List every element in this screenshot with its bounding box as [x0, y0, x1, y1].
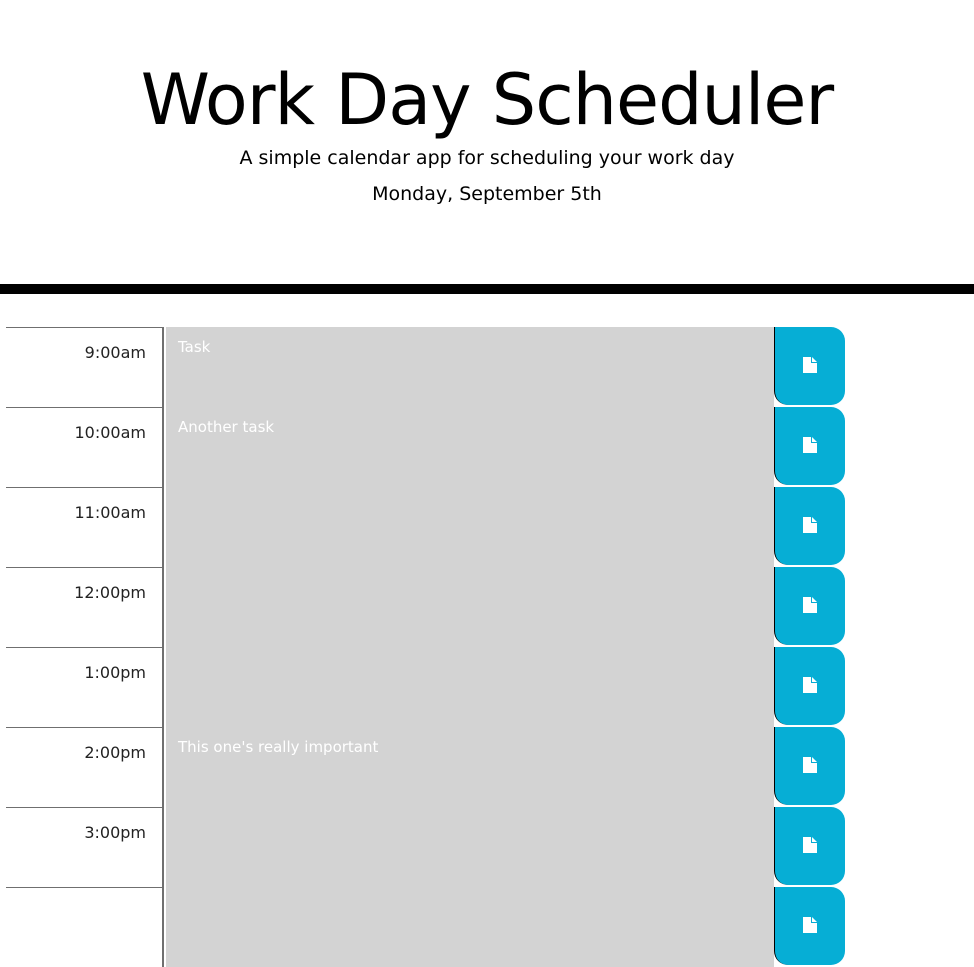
hour-label: 1:00pm — [6, 647, 164, 727]
current-day: Monday, September 5th — [372, 183, 602, 205]
save-icon — [803, 917, 817, 933]
save-button[interactable] — [774, 487, 845, 565]
task-input[interactable] — [166, 407, 774, 487]
hour-label: 10:00am — [6, 407, 164, 487]
hour-label: 3:00pm — [6, 807, 164, 887]
schedule — [0, 327, 974, 967]
save-icon — [803, 757, 817, 773]
hour-label: 11:00am — [6, 487, 164, 567]
task-input[interactable] — [166, 807, 774, 887]
hour-label: 9:00am — [6, 327, 164, 407]
page-subtitle: A simple calendar app for scheduling your work day — [239, 147, 735, 169]
task-input[interactable] — [166, 887, 774, 967]
save-button[interactable] — [774, 327, 845, 405]
task-input[interactable] — [166, 487, 774, 567]
page-title: Work Day Scheduler — [140, 59, 834, 141]
save-icon — [803, 357, 817, 373]
header — [0, 0, 974, 294]
time-block — [0, 487, 974, 567]
save-icon — [803, 597, 817, 613]
save-button[interactable] — [774, 887, 845, 965]
save-button[interactable] — [774, 647, 845, 725]
save-icon — [803, 677, 817, 693]
time-block — [0, 807, 974, 887]
save-icon — [803, 437, 817, 453]
save-icon — [803, 517, 817, 533]
task-input[interactable] — [166, 327, 774, 407]
time-block — [0, 407, 974, 487]
task-input[interactable] — [166, 567, 774, 647]
time-block — [0, 327, 974, 407]
hour-label — [6, 887, 164, 967]
hour-label: 2:00pm — [6, 727, 164, 807]
task-input[interactable] — [166, 647, 774, 727]
save-icon — [803, 837, 817, 853]
hour-label: 12:00pm — [6, 567, 164, 647]
time-block — [0, 727, 974, 807]
save-button[interactable] — [774, 807, 845, 885]
task-input[interactable] — [166, 727, 774, 807]
save-button[interactable] — [774, 727, 845, 805]
time-block — [0, 567, 974, 647]
time-block — [0, 647, 974, 727]
save-button[interactable] — [774, 407, 845, 485]
time-block — [0, 887, 974, 967]
save-button[interactable] — [774, 567, 845, 645]
